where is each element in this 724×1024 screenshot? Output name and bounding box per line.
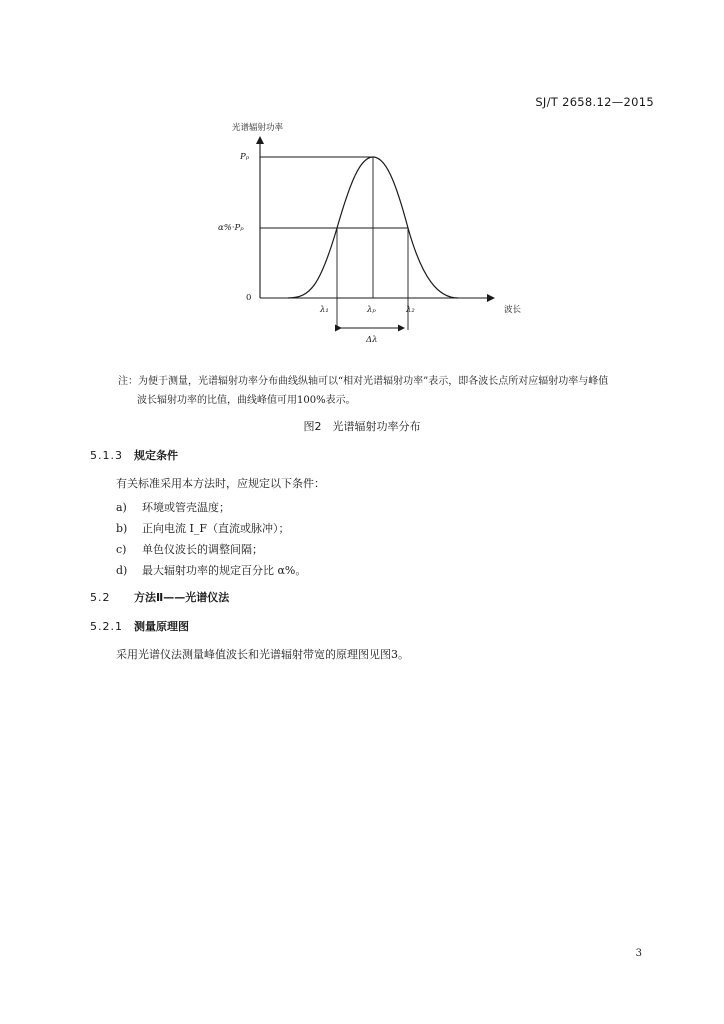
list-marker: a): [116, 501, 127, 514]
peak-tick-label: Pₚ: [240, 152, 250, 162]
page-number: 3: [635, 948, 642, 959]
list-marker: d): [116, 564, 128, 577]
section-5-1-3-heading: [90, 447, 178, 463]
section-5-2-1-heading: [90, 618, 189, 634]
condition-item: [116, 541, 263, 557]
note-line-1: 注：为便于测量，光谱辐射功率分布曲线纵轴可以“相对光谱辐射功率”表示，即各波长点所对应辐射功率与峰值: [118, 376, 609, 387]
list-marker: c): [116, 543, 127, 556]
condition-item: [116, 499, 230, 515]
note-line-2: 波长辐射功率的比值，曲线峰值可用100%表示。: [137, 395, 356, 406]
spectral-curve-diagram: [200, 118, 540, 358]
x-axis-label: 波长: [504, 305, 522, 315]
lambda1-label: λ₁: [320, 305, 329, 315]
figure-caption: 图2 光谱辐射功率分布: [303, 420, 421, 433]
section-number: 5.2.1: [90, 620, 123, 633]
alpha-tick-label: α%·Pₚ: [218, 223, 244, 233]
condition-item: [116, 562, 306, 578]
section-5-1-3-intro: 有关标准采用本方法时，应规定以下条件：: [116, 477, 325, 490]
section-number: 5.1.3: [90, 449, 123, 462]
section-number: 5.2: [90, 591, 111, 604]
condition-item: [116, 520, 289, 536]
lambdap-label: λₚ: [367, 305, 376, 315]
section-5-2-1-text: 采用光谱仪法测量峰值波长和光谱辐射带宽的原理图见图3。: [116, 648, 409, 661]
list-marker: b): [116, 522, 128, 535]
section-title: 规定条件: [134, 449, 178, 462]
condition-text: 最大辐射功率的规定百分比 α%。: [142, 564, 307, 577]
zero-tick-label: 0: [246, 293, 252, 303]
delta-lambda-label: Δλ: [366, 335, 378, 345]
condition-text: 正向电流 I_F（直流或脉冲）；: [142, 522, 290, 535]
section-5-2-heading: [90, 589, 229, 605]
section-title: 方法Ⅱ——光谱仪法: [134, 591, 230, 604]
figure-note: [118, 372, 658, 410]
spectral-figure: [200, 118, 540, 358]
document-id: SJ/T 2658.12—2015: [535, 95, 654, 109]
condition-text: 单色仪波长的调整间隔；: [142, 543, 263, 556]
y-axis-label: 光谱辐射功率: [232, 123, 284, 133]
lambda2-label: λ₂: [406, 305, 415, 315]
condition-text: 环境或管壳温度；: [142, 501, 230, 514]
section-title: 测量原理图: [134, 620, 189, 633]
